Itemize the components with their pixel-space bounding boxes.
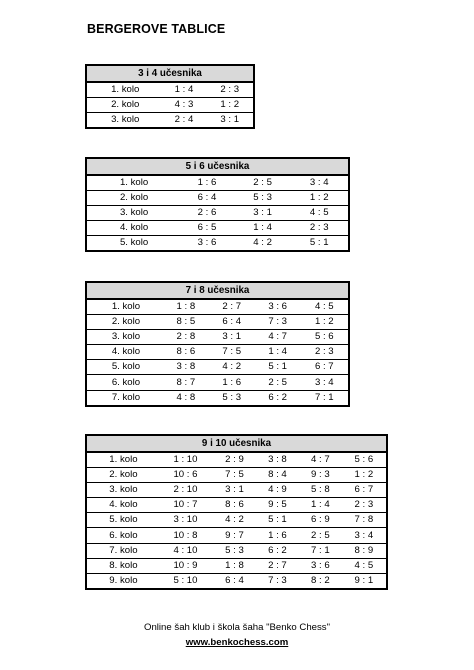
pairing-cell: 9 : 5 — [256, 498, 299, 513]
pairing-cell: 3 : 1 — [207, 113, 254, 129]
pairing-cell: 6 : 7 — [301, 360, 349, 375]
table-row — [86, 558, 387, 573]
pairing-cell: 1 : 8 — [163, 299, 209, 315]
pairing-cell: 1 : 2 — [207, 98, 254, 113]
round-label: 6. kolo — [86, 528, 158, 543]
pairing-cell: 6 : 4 — [213, 573, 256, 589]
pairing-table-5-6 — [85, 157, 350, 252]
round-label: 7. kolo — [86, 390, 163, 406]
pairing-cell: 3 : 1 — [209, 330, 255, 345]
table-row — [86, 573, 387, 589]
pairing-cell: 8 : 7 — [163, 375, 209, 390]
round-label: 2. kolo — [86, 315, 163, 330]
pairing-cell: 6 : 2 — [255, 390, 301, 406]
pairing-cell: 4 : 2 — [235, 236, 291, 252]
pairing-cell: 7 : 1 — [299, 543, 342, 558]
pairing-cell: 5 : 3 — [235, 191, 291, 206]
pairing-cell: 1 : 10 — [158, 452, 213, 468]
pairing-cell: 2 : 3 — [342, 498, 387, 513]
pairing-cell: 5 : 1 — [290, 236, 349, 252]
table-row — [86, 221, 349, 236]
table-row — [86, 299, 349, 315]
pairing-cell: 6 : 4 — [179, 191, 235, 206]
pairing-cell: 2 : 6 — [179, 206, 235, 221]
pairing-cell: 1 : 4 — [235, 221, 291, 236]
pairing-cell: 3 : 4 — [301, 375, 349, 390]
pairing-cell: 4 : 7 — [299, 452, 342, 468]
pairing-cell: 5 : 8 — [299, 483, 342, 498]
round-label: 1. kolo — [86, 452, 158, 468]
round-label: 5. kolo — [86, 236, 179, 252]
pairing-cell: 3 : 8 — [256, 452, 299, 468]
pairing-cell: 1 : 6 — [179, 175, 235, 191]
pairing-cell: 5 : 6 — [342, 452, 387, 468]
pairing-cell: 6 : 4 — [209, 315, 255, 330]
pairing-cell: 1 : 4 — [255, 345, 301, 360]
table-row — [86, 345, 349, 360]
round-label: 2. kolo — [86, 98, 161, 113]
pairing-cell: 5 : 1 — [256, 513, 299, 528]
table-heading: 5 i 6 učesnika — [86, 158, 349, 175]
pairing-cell: 1 : 8 — [213, 558, 256, 573]
pairing-cell: 6 : 5 — [179, 221, 235, 236]
pairing-cell: 9 : 7 — [213, 528, 256, 543]
pairing-cell: 5 : 6 — [301, 330, 349, 345]
pairing-cell: 6 : 2 — [256, 543, 299, 558]
pairing-cell: 7 : 5 — [213, 468, 256, 483]
round-label: 3. kolo — [86, 113, 161, 129]
round-label: 1. kolo — [86, 175, 179, 191]
pairing-cell: 8 : 6 — [163, 345, 209, 360]
table-row — [86, 236, 349, 252]
pairing-cell: 2 : 7 — [209, 299, 255, 315]
pairing-cell: 1 : 4 — [161, 82, 206, 98]
pairing-cell: 2 : 4 — [161, 113, 206, 129]
pairing-cell: 8 : 2 — [299, 573, 342, 589]
pairing-cell: 10 : 8 — [158, 528, 213, 543]
round-label: 4. kolo — [86, 221, 179, 236]
pairing-cell: 7 : 3 — [256, 573, 299, 589]
pairing-cell: 10 : 6 — [158, 468, 213, 483]
pairing-cell: 1 : 2 — [342, 468, 387, 483]
round-label: 5. kolo — [86, 513, 158, 528]
pairing-cell: 2 : 3 — [290, 221, 349, 236]
table-row — [86, 113, 254, 129]
table-row — [86, 543, 387, 558]
round-label: 3. kolo — [86, 330, 163, 345]
table-row — [86, 528, 387, 543]
pairing-cell: 7 : 3 — [255, 315, 301, 330]
pairing-cell: 1 : 6 — [209, 375, 255, 390]
pairing-cell: 5 : 1 — [255, 360, 301, 375]
pairing-cell: 8 : 5 — [163, 315, 209, 330]
pairing-cell: 4 : 5 — [290, 206, 349, 221]
pairing-cell: 7 : 8 — [342, 513, 387, 528]
round-label: 2. kolo — [86, 468, 158, 483]
table-heading: 9 i 10 učesnika — [86, 435, 387, 452]
pairing-cell: 3 : 6 — [179, 236, 235, 252]
pairing-cell: 10 : 7 — [158, 498, 213, 513]
table-row — [86, 390, 349, 406]
pairing-cell: 3 : 6 — [255, 299, 301, 315]
pairing-cell: 6 : 9 — [299, 513, 342, 528]
round-label: 4. kolo — [86, 498, 158, 513]
round-label: 6. kolo — [86, 375, 163, 390]
round-label: 2. kolo — [86, 191, 179, 206]
table-heading: 3 i 4 učesnika — [86, 65, 254, 82]
table-row — [86, 513, 387, 528]
pairing-cell: 9 : 3 — [299, 468, 342, 483]
round-label: 5. kolo — [86, 360, 163, 375]
pairing-cell: 2 : 7 — [256, 558, 299, 573]
table-row — [86, 206, 349, 221]
pairing-cell: 8 : 6 — [213, 498, 256, 513]
table-row — [86, 360, 349, 375]
pairing-cell: 3 : 1 — [235, 206, 291, 221]
page-title: BERGEROVE TABLICE — [87, 22, 226, 36]
pairing-table-9-10 — [85, 434, 388, 590]
pairing-cell: 4 : 10 — [158, 543, 213, 558]
table-heading: 7 i 8 učesnika — [86, 282, 349, 299]
round-label: 8. kolo — [86, 558, 158, 573]
pairing-cell: 3 : 4 — [342, 528, 387, 543]
pairing-cell: 1 : 2 — [301, 315, 349, 330]
pairing-cell: 1 : 2 — [290, 191, 349, 206]
round-label: 1. kolo — [86, 82, 161, 98]
round-label: 3. kolo — [86, 206, 179, 221]
pairing-cell: 3 : 10 — [158, 513, 213, 528]
pairing-cell: 1 : 4 — [299, 498, 342, 513]
pairing-table-7-8 — [85, 281, 350, 407]
pairing-cell: 2 : 10 — [158, 483, 213, 498]
pairing-cell: 2 : 8 — [163, 330, 209, 345]
footer-club-name: Online šah klub i škola šaha "Benko Chess" — [144, 622, 330, 633]
pairing-cell: 2 : 5 — [255, 375, 301, 390]
table-row — [86, 315, 349, 330]
table-row — [86, 82, 254, 98]
pairing-cell: 9 : 1 — [342, 573, 387, 589]
pairing-cell: 8 : 9 — [342, 543, 387, 558]
table-row — [86, 468, 387, 483]
pairing-cell: 2 : 3 — [207, 82, 254, 98]
pairing-cell: 5 : 3 — [213, 543, 256, 558]
pairing-cell: 4 : 2 — [209, 360, 255, 375]
pairing-cell: 7 : 5 — [209, 345, 255, 360]
round-label: 7. kolo — [86, 543, 158, 558]
website-link[interactable]: www.benkochess.com — [185, 637, 289, 648]
table-row — [86, 98, 254, 113]
pairing-cell: 5 : 10 — [158, 573, 213, 589]
table-row — [86, 330, 349, 345]
pairing-cell: 4 : 5 — [342, 558, 387, 573]
footer-link-wrap — [0, 637, 474, 648]
pairing-cell: 3 : 4 — [290, 175, 349, 191]
pairing-cell: 8 : 4 — [256, 468, 299, 483]
pairing-cell: 4 : 8 — [163, 390, 209, 406]
table-row — [86, 375, 349, 390]
pairing-cell: 4 : 3 — [161, 98, 206, 113]
pairing-cell: 4 : 5 — [301, 299, 349, 315]
table-row — [86, 452, 387, 468]
pairing-cell: 7 : 1 — [301, 390, 349, 406]
pairing-cell: 4 : 7 — [255, 330, 301, 345]
round-label: 9. kolo — [86, 573, 158, 589]
table-row — [86, 498, 387, 513]
table-row — [86, 191, 349, 206]
pairing-cell: 5 : 3 — [209, 390, 255, 406]
pairing-cell: 4 : 2 — [213, 513, 256, 528]
pairing-cell: 10 : 9 — [158, 558, 213, 573]
round-label: 4. kolo — [86, 345, 163, 360]
round-label: 3. kolo — [86, 483, 158, 498]
pairing-cell: 3 : 6 — [299, 558, 342, 573]
pairing-cell: 6 : 7 — [342, 483, 387, 498]
pairing-cell: 2 : 3 — [301, 345, 349, 360]
pairing-cell: 1 : 6 — [256, 528, 299, 543]
pairing-cell: 2 : 9 — [213, 452, 256, 468]
pairing-table-3-4 — [85, 64, 255, 129]
pairing-cell: 2 : 5 — [235, 175, 291, 191]
pairing-cell: 3 : 1 — [213, 483, 256, 498]
table-row — [86, 175, 349, 191]
pairing-cell: 4 : 9 — [256, 483, 299, 498]
pairing-cell: 3 : 8 — [163, 360, 209, 375]
round-label: 1. kolo — [86, 299, 163, 315]
pairing-cell: 2 : 5 — [299, 528, 342, 543]
table-row — [86, 483, 387, 498]
